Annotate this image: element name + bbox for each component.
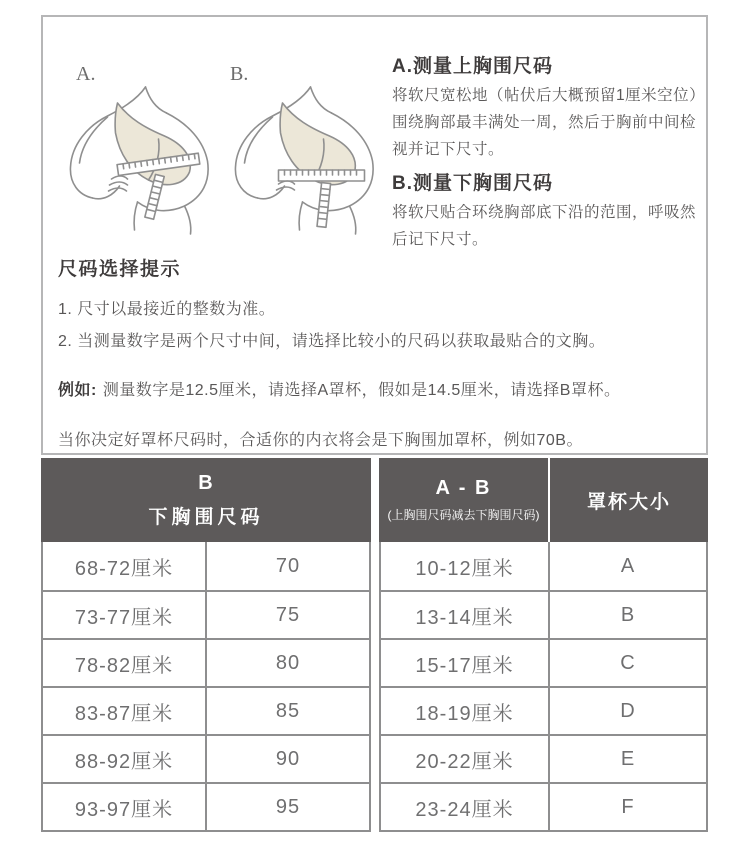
table-row [381, 638, 706, 686]
measure-instructions [392, 55, 708, 262]
table-row [43, 782, 369, 830]
cup-cell: E [620, 747, 636, 770]
cup-table-body [379, 542, 708, 832]
band-range-cell: 73-77厘米 [43, 592, 207, 638]
tips-title: 尺码选择提示 [58, 259, 182, 280]
cup-size-table [379, 458, 708, 832]
table-row [43, 686, 369, 734]
table-row [43, 590, 369, 638]
band-table-header [41, 458, 371, 542]
section-a-title: A.测量上胸围尺码 [392, 56, 554, 77]
diff-header-title: A - B [435, 477, 492, 499]
measure-guide-frame [41, 15, 708, 455]
band-size-table [41, 458, 371, 832]
diff-cell: 10-12厘米 [381, 542, 550, 590]
band-size-cell: 70 [275, 554, 301, 577]
band-size-cell: 85 [275, 699, 301, 722]
measurement-figure-b-illustration [224, 83, 389, 235]
table-row [43, 542, 369, 590]
figure-b-label: B. [230, 63, 249, 85]
band-table-body [41, 542, 371, 832]
example-label: 例如: [58, 382, 97, 399]
example-text: 测量数字是12.5厘米，请选择A罩杯，假如是14.5厘米，请选择B罩杯。 [102, 382, 621, 399]
conclusion-note: 当你决定好罩杯尺码时，合适你的内衣将会是下胸围加罩杯，例如70B。 [58, 432, 583, 449]
section-b-body: 将软尺贴合环绕胸部底下沿的范围，呼吸然后记下尺寸。 [392, 204, 697, 248]
section-a-body: 将软尺宽松地（帖伏后大概预留1厘米空位）围绕胸部最丰满处一周，然后于胸前中间检视并记下尺寸。 [392, 87, 706, 158]
tip-item-1: 1. 尺寸以最接近的整数为准。 [58, 301, 276, 318]
band-size-cell: 75 [275, 603, 301, 626]
band-range-cell: 68-72厘米 [43, 542, 207, 590]
cup-header-cell [550, 458, 708, 542]
tip-item-2: 2. 当测量数字是两个尺寸中间，请选择比较小的尺码以获取最贴合的文胸。 [58, 333, 606, 350]
band-size-cell: 90 [275, 747, 301, 770]
table-row [381, 686, 706, 734]
diff-cell: 15-17厘米 [381, 640, 550, 686]
cup-cell: F [621, 795, 635, 818]
band-header-label: 下胸围尺码 [148, 506, 264, 528]
figure-a-label: A. [76, 63, 96, 85]
diff-header-subtitle: (上胸围尺码减去下胸围尺码) [387, 508, 540, 522]
size-tips-section [58, 254, 698, 453]
band-size-cell: 95 [275, 795, 301, 818]
example-note [58, 379, 698, 403]
band-range-cell: 93-97厘米 [43, 784, 207, 830]
table-row [381, 734, 706, 782]
table-row [381, 590, 706, 638]
diff-cell: 23-24厘米 [381, 784, 550, 830]
table-row [381, 782, 706, 830]
diff-cell: 18-19厘米 [381, 688, 550, 734]
band-range-cell: 78-82厘米 [43, 640, 207, 686]
band-range-cell: 83-87厘米 [43, 688, 207, 734]
section-b-title: B.测量下胸围尺码 [392, 173, 554, 194]
cup-cell: D [620, 699, 636, 722]
cup-header-title: 罩杯大小 [586, 491, 671, 513]
measurement-figure-a-illustration [59, 83, 224, 235]
cup-cell: C [620, 651, 636, 674]
table-row [381, 542, 706, 590]
diff-header-cell [379, 458, 550, 542]
band-size-cell: 80 [275, 651, 301, 674]
cup-cell: B [620, 603, 636, 626]
cup-table-header [379, 458, 708, 542]
band-header-letter: B [198, 471, 214, 494]
cup-cell: A [620, 554, 636, 577]
table-row [43, 734, 369, 782]
diff-cell: 20-22厘米 [381, 736, 550, 782]
table-row [43, 638, 369, 686]
diff-cell: 13-14厘米 [381, 592, 550, 638]
band-range-cell: 88-92厘米 [43, 736, 207, 782]
